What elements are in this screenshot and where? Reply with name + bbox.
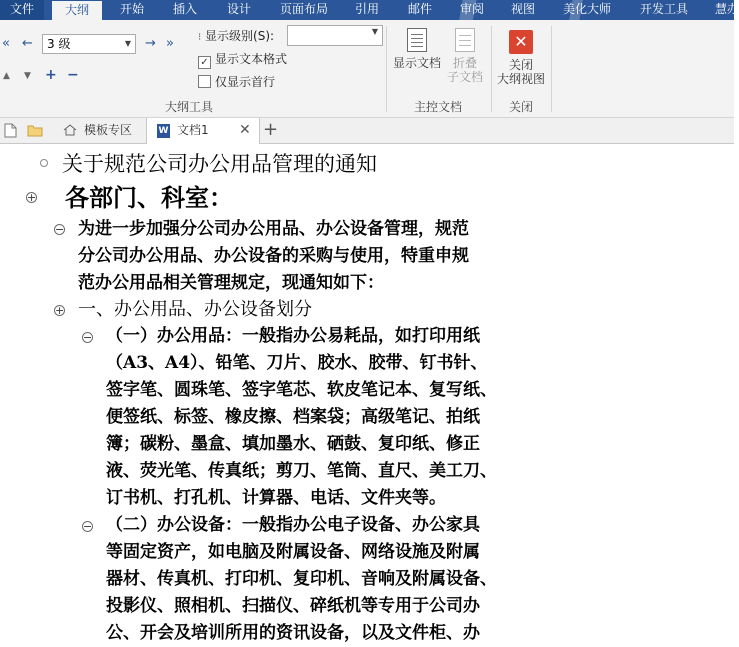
tab-review[interactable]: 审阅 [460, 2, 485, 16]
tab-outline[interactable]: 大纲 [52, 0, 102, 20]
item-1-paragraph [106, 323, 497, 512]
tab-template-zone-label: 模板专区 [84, 123, 133, 137]
demote-to-body-icon[interactable]: » [166, 36, 174, 51]
collapse-heading-icon[interactable]: − [83, 520, 93, 533]
item-2-line: 公、开会及培训所用的资讯设备，以及文件柜、办 [106, 623, 480, 643]
chevron-down-icon: ▼ [124, 39, 131, 48]
collapse-subdocuments-button[interactable] [444, 28, 486, 84]
group-separator [491, 26, 492, 112]
item-2-line: （二）办公设备：一般指办公电子设备、办公家具 [106, 515, 480, 535]
first-line-only-option[interactable] [198, 75, 275, 89]
open-folder-icon[interactable] [27, 124, 43, 137]
first-line-only-checkbox[interactable] [198, 75, 211, 88]
intro-line: 分公司办公用品、办公设备的采购与使用，特重申规 [78, 246, 469, 266]
intro-line: 范办公用品相关管理规定，现通知如下： [78, 273, 384, 293]
item-2-line: 器材、传真机、打印机、复印机、音响及附属设备、 [106, 569, 497, 589]
close-outline-label-2: 大纲视图 [496, 72, 545, 86]
collapse-subdocuments-icon [455, 28, 475, 52]
show-level-label: 显示级别(S): [205, 29, 275, 43]
tab-developer[interactable]: 开发工具 [640, 2, 689, 16]
document-title: 关于规范公司办公用品管理的通知 [62, 152, 377, 176]
show-document-icon [407, 28, 427, 52]
outline-level-value: 3 级 [47, 37, 71, 51]
body-text-bullet-icon[interactable] [40, 159, 48, 167]
collapse-subdocuments-label-2: 子文档 [446, 70, 483, 84]
tab-design[interactable]: 设计 [227, 2, 252, 16]
item-1-line: 签字笔、圆珠笔、签字笔芯、软皮笔记本、复写纸、 [106, 380, 497, 400]
group-label-close: 关闭 [509, 100, 534, 114]
tab-huiban[interactable]: 慧办 [715, 2, 739, 16]
expand-icon[interactable]: + [45, 67, 57, 83]
item-2-line: 等固定资产，如电脑及附属设备、网络设施及附属 [106, 542, 480, 562]
tab-insert[interactable]: 插入 [173, 2, 198, 16]
first-line-only-label: 仅显示首行 [215, 75, 276, 89]
add-tab-icon[interactable]: + [263, 119, 279, 140]
promote-to-heading1-icon[interactable]: « [2, 36, 10, 51]
expand-heading-icon[interactable]: + [55, 304, 65, 317]
tab-document-1[interactable] [146, 118, 260, 144]
tab-references[interactable]: 引用 [355, 2, 380, 16]
collapse-heading-icon[interactable]: − [55, 223, 65, 236]
collapse-heading-icon[interactable]: − [83, 331, 93, 344]
home-icon [63, 124, 77, 136]
expand-heading-icon[interactable]: + [27, 191, 37, 204]
move-down-icon[interactable]: ▼ [24, 71, 31, 81]
group-label-master-document: 主控文档 [414, 100, 463, 114]
show-document-label: 显示文档 [392, 56, 441, 70]
tab-mailings[interactable]: 邮件 [408, 2, 433, 16]
show-text-format-option[interactable] [198, 52, 287, 69]
group-separator [551, 26, 552, 112]
outline-level-select[interactable] [42, 34, 136, 54]
demote-icon[interactable]: → [145, 36, 156, 51]
close-outline-label-1: 关闭 [508, 58, 533, 72]
group-label-outline-tools: 大纲工具 [165, 100, 214, 114]
promote-icon[interactable]: ← [22, 36, 33, 51]
ribbon-tab-bar [0, 0, 739, 20]
show-level-select[interactable] [287, 25, 383, 46]
group-separator [386, 26, 387, 112]
tab-template-zone[interactable] [54, 118, 144, 143]
collapse-subdocuments-label-1: 折叠 [452, 56, 477, 70]
item-2-line: 投影仪、照相机、扫描仪、碎纸机等专用于公司办 [106, 596, 480, 616]
show-document-button[interactable] [392, 28, 442, 70]
show-text-format-checkbox[interactable]: ✓ [198, 56, 211, 69]
section-1-heading: 一、办公用品、办公设备划分 [78, 299, 312, 320]
close-tab-icon[interactable]: ✕ [239, 122, 251, 138]
show-text-format-label: 显示文本格式 [215, 52, 288, 66]
show-level-icon: ⁝ [198, 32, 202, 43]
collapse-icon[interactable]: − [67, 67, 79, 83]
word-document-icon: W [158, 126, 169, 136]
item-1-line: （一）办公用品：一般指办公易耗品，如打印用纸 [106, 326, 480, 346]
item-1-line: （A3、A4）、铅笔、刀片、胶水、胶带、钉书针、 [106, 353, 488, 373]
item-1-line: 液、荧光笔、传真纸；剪刀、笔筒、直尺、美工刀、 [106, 461, 497, 481]
new-document-icon[interactable] [4, 123, 17, 138]
salutation-heading: 各部门、科室： [65, 183, 233, 212]
tab-view[interactable]: 视图 [511, 2, 536, 16]
item-1-line: 订书机、打孔机、计算器、电话、文件夹等。 [106, 488, 446, 508]
document-outline-area[interactable] [0, 144, 734, 643]
move-up-icon[interactable]: ▲ [3, 71, 10, 81]
tab-page-layout[interactable]: 页面布局 [280, 2, 329, 16]
document-tab-strip [0, 118, 734, 144]
close-outline-view-button[interactable] [496, 30, 546, 86]
tab-beautify-master[interactable]: 美化大师 [563, 2, 612, 16]
ribbon-outline-panel [0, 20, 734, 118]
tab-document-1-label: 文档1 [177, 123, 209, 137]
item-1-line: 簿；碳粉、墨盒、填加墨水、硒鼓、复印纸、修正 [106, 434, 480, 454]
tab-home[interactable]: 开始 [120, 2, 145, 16]
intro-line: 为进一步加强分公司办公用品、办公设备管理，规范 [78, 219, 469, 239]
show-level-row [198, 29, 274, 45]
chevron-down-icon: ▼ [371, 27, 378, 36]
intro-paragraph [78, 216, 469, 297]
tab-file[interactable]: 文件 [0, 0, 44, 20]
item-1-line: 便签纸、标签、橡皮擦、档案袋；高级笔记、拍纸 [106, 407, 480, 427]
item-2-paragraph [106, 512, 497, 647]
close-icon: ✕ [509, 30, 533, 54]
